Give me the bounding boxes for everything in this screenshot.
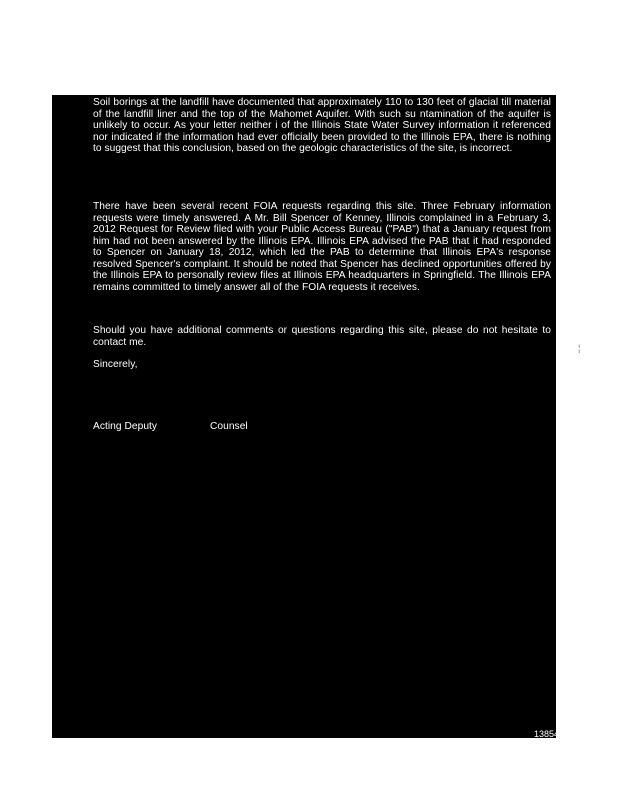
document-page [52,95,556,738]
stray-mark-left: / [52,393,55,404]
signature-title-right: Counsel [210,421,248,432]
signature-title-left: Acting Deputy [93,421,158,432]
stray-mark-right: ¦ [578,343,581,353]
closing-salutation: Sincerely, [93,359,138,370]
paragraph-contact: Should you have additional comments or questions regarding this site, please do not hesitate to contact me. [93,325,551,348]
paragraph-foia: There have been several recent FOIA requests regarding this site. Three February information requests were timely answered. A Mr. Bill Spencer of Kenney, Illinois complained in a February 3, 2012 Request for Review filed with your Public Access Bureau ("PAB") that a January request from him had not been answered by the Illinois EPA. Illinois EPA advised the PAB that it had responded to Spencer on January 18, 2012, which led the PAB to determine that Illinois EPA's response resolved Spencer's complaint. It should be noted that Spencer has declined opportunities offered by the Illinois EPA to personally review files at Illinois EPA headquarters in Springfield. The Illinois EPA remains committed to timely answer all of the FOIA requests it receives. [93,201,551,293]
page-number: 13854 [534,729,560,739]
paragraph-geology: Soil borings at the landfill have documented that approximately 110 to 130 feet of glacial till material of the landfill liner and the top of the Mahomet Aquifer. With such su ntamination of the aquifer is unlikely to occur. As your letter neither i of the Illinois State Water Survey information it referenced nor indicated if the information had ever officially been provided to the Illinois EPA, there is nothing to suggest that this conclusion, based on the geologic characteristics of the site, is incorrect. [93,97,551,154]
